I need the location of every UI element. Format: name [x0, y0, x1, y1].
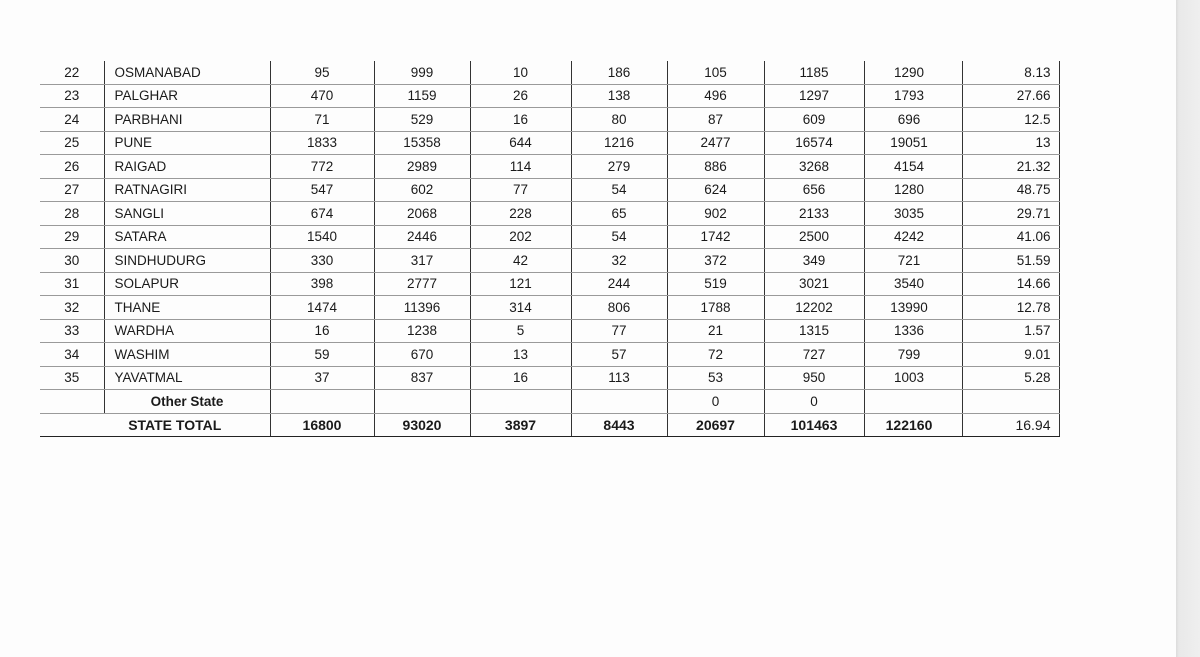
value-cell-3 [470, 390, 571, 414]
value-cell-1: 330 [270, 249, 374, 273]
value-cell-5: 2477 [667, 131, 764, 155]
total-cell: 1280 [864, 178, 962, 202]
district-name-cell: PALGHAR [104, 84, 270, 108]
value-cell-6: 2500 [764, 225, 864, 249]
value-cell-3: 26 [470, 84, 571, 108]
ratio-cell: 51.59 [962, 249, 1059, 273]
value-cell-4: 1216 [571, 131, 667, 155]
value-cell-2: 602 [374, 178, 470, 202]
value-cell-6: 1185 [764, 61, 864, 84]
ratio-cell: 13 [962, 131, 1059, 155]
value-cell-3: 121 [470, 272, 571, 296]
value-cell-1: 59 [270, 343, 374, 367]
value-cell-6: 0 [764, 390, 864, 414]
value-cell-4 [571, 390, 667, 414]
district-name-cell: SANGLI [104, 202, 270, 226]
value-cell-3: 314 [470, 296, 571, 320]
serial-number-cell: 22 [40, 61, 104, 84]
page-edge-shadow [1176, 0, 1200, 657]
value-cell-3: 3897 [470, 413, 571, 437]
district-name-cell: OSMANABAD [104, 61, 270, 84]
ratio-cell [962, 390, 1059, 414]
table-row [40, 84, 1059, 108]
value-cell-4: 186 [571, 61, 667, 84]
serial-number-cell [40, 390, 104, 414]
ratio-cell: 48.75 [962, 178, 1059, 202]
value-cell-2: 2989 [374, 155, 470, 179]
ratio-cell: 1.57 [962, 319, 1059, 343]
value-cell-6: 727 [764, 343, 864, 367]
district-name-cell: WARDHA [104, 319, 270, 343]
value-cell-1: 95 [270, 61, 374, 84]
value-cell-2: 837 [374, 366, 470, 390]
value-cell-3: 16 [470, 108, 571, 132]
value-cell-3: 114 [470, 155, 571, 179]
total-cell [864, 390, 962, 414]
value-cell-5: 624 [667, 178, 764, 202]
table-row [40, 202, 1059, 226]
value-cell-6: 12202 [764, 296, 864, 320]
ratio-cell: 29.71 [962, 202, 1059, 226]
district-name-cell: RAIGAD [104, 155, 270, 179]
value-cell-4: 138 [571, 84, 667, 108]
value-cell-6: 1315 [764, 319, 864, 343]
table-row [40, 108, 1059, 132]
serial-number-cell: 30 [40, 249, 104, 273]
value-cell-3: 16 [470, 366, 571, 390]
table-row [40, 249, 1059, 273]
value-cell-1: 16800 [270, 413, 374, 437]
value-cell-1: 71 [270, 108, 374, 132]
total-cell: 1793 [864, 84, 962, 108]
table-row [40, 296, 1059, 320]
value-cell-1: 37 [270, 366, 374, 390]
value-cell-4: 54 [571, 178, 667, 202]
value-cell-2: 1238 [374, 319, 470, 343]
value-cell-3: 202 [470, 225, 571, 249]
value-cell-2: 93020 [374, 413, 470, 437]
value-cell-2: 999 [374, 61, 470, 84]
value-cell-2: 15358 [374, 131, 470, 155]
value-cell-5: 87 [667, 108, 764, 132]
value-cell-1: 674 [270, 202, 374, 226]
state-total-label: STATE TOTAL [40, 413, 270, 437]
total-cell: 696 [864, 108, 962, 132]
table-row [40, 131, 1059, 155]
total-cell: 1003 [864, 366, 962, 390]
value-cell-5: 372 [667, 249, 764, 273]
value-cell-3: 42 [470, 249, 571, 273]
total-cell: 799 [864, 343, 962, 367]
table-row [40, 319, 1059, 343]
value-cell-5: 886 [667, 155, 764, 179]
table-row [40, 61, 1059, 84]
value-cell-5: 1742 [667, 225, 764, 249]
value-cell-3: 5 [470, 319, 571, 343]
value-cell-6: 101463 [764, 413, 864, 437]
serial-number-cell: 24 [40, 108, 104, 132]
value-cell-2: 1159 [374, 84, 470, 108]
district-name-cell: PARBHANI [104, 108, 270, 132]
value-cell-5: 53 [667, 366, 764, 390]
total-cell: 122160 [864, 413, 962, 437]
value-cell-3: 77 [470, 178, 571, 202]
value-cell-5: 72 [667, 343, 764, 367]
total-cell: 4242 [864, 225, 962, 249]
value-cell-1: 470 [270, 84, 374, 108]
value-cell-2: 317 [374, 249, 470, 273]
total-cell: 721 [864, 249, 962, 273]
total-cell: 19051 [864, 131, 962, 155]
value-cell-2: 2068 [374, 202, 470, 226]
value-cell-4: 8443 [571, 413, 667, 437]
total-cell: 1336 [864, 319, 962, 343]
value-cell-2: 529 [374, 108, 470, 132]
value-cell-5: 21 [667, 319, 764, 343]
serial-number-cell: 32 [40, 296, 104, 320]
table-row [40, 343, 1059, 367]
value-cell-5: 0 [667, 390, 764, 414]
value-cell-4: 279 [571, 155, 667, 179]
ratio-cell: 27.66 [962, 84, 1059, 108]
ratio-cell: 21.32 [962, 155, 1059, 179]
value-cell-2: 670 [374, 343, 470, 367]
district-name-cell: RATNAGIRI [104, 178, 270, 202]
value-cell-4: 80 [571, 108, 667, 132]
table-row [40, 155, 1059, 179]
district-name-cell: SATARA [104, 225, 270, 249]
ratio-cell: 41.06 [962, 225, 1059, 249]
value-cell-6: 3268 [764, 155, 864, 179]
value-cell-1: 398 [270, 272, 374, 296]
serial-number-cell: 29 [40, 225, 104, 249]
serial-number-cell: 27 [40, 178, 104, 202]
value-cell-4: 32 [571, 249, 667, 273]
total-cell: 1290 [864, 61, 962, 84]
value-cell-4: 65 [571, 202, 667, 226]
value-cell-2: 2446 [374, 225, 470, 249]
total-cell: 3540 [864, 272, 962, 296]
serial-number-cell: 26 [40, 155, 104, 179]
value-cell-6: 950 [764, 366, 864, 390]
value-cell-6: 16574 [764, 131, 864, 155]
value-cell-1: 1540 [270, 225, 374, 249]
value-cell-1: 16 [270, 319, 374, 343]
value-cell-6: 656 [764, 178, 864, 202]
value-cell-3: 228 [470, 202, 571, 226]
value-cell-5: 105 [667, 61, 764, 84]
table-body [40, 61, 1059, 437]
table-row [40, 178, 1059, 202]
value-cell-4: 244 [571, 272, 667, 296]
serial-number-cell: 33 [40, 319, 104, 343]
district-name-cell: THANE [104, 296, 270, 320]
value-cell-5: 519 [667, 272, 764, 296]
value-cell-6: 349 [764, 249, 864, 273]
total-cell: 4154 [864, 155, 962, 179]
value-cell-6: 2133 [764, 202, 864, 226]
total-cell: 13990 [864, 296, 962, 320]
value-cell-3: 644 [470, 131, 571, 155]
total-cell: 3035 [864, 202, 962, 226]
ratio-cell: 12.78 [962, 296, 1059, 320]
value-cell-4: 54 [571, 225, 667, 249]
ratio-cell: 5.28 [962, 366, 1059, 390]
value-cell-6: 1297 [764, 84, 864, 108]
serial-number-cell: 23 [40, 84, 104, 108]
serial-number-cell: 28 [40, 202, 104, 226]
value-cell-2 [374, 390, 470, 414]
district-name-cell: PUNE [104, 131, 270, 155]
value-cell-1 [270, 390, 374, 414]
value-cell-5: 496 [667, 84, 764, 108]
value-cell-2: 2777 [374, 272, 470, 296]
district-name-cell: WASHIM [104, 343, 270, 367]
value-cell-6: 3021 [764, 272, 864, 296]
table-row [40, 225, 1059, 249]
serial-number-cell: 35 [40, 366, 104, 390]
value-cell-5: 20697 [667, 413, 764, 437]
value-cell-4: 113 [571, 366, 667, 390]
serial-number-cell: 34 [40, 343, 104, 367]
ratio-cell: 14.66 [962, 272, 1059, 296]
other-state-row [40, 390, 1059, 414]
district-data-table [40, 61, 1060, 437]
value-cell-3: 10 [470, 61, 571, 84]
value-cell-6: 609 [764, 108, 864, 132]
value-cell-4: 57 [571, 343, 667, 367]
value-cell-5: 902 [667, 202, 764, 226]
value-cell-3: 13 [470, 343, 571, 367]
ratio-cell: 16.94 [962, 413, 1059, 437]
serial-number-cell: 31 [40, 272, 104, 296]
value-cell-4: 77 [571, 319, 667, 343]
district-name-cell: SINDHUDURG [104, 249, 270, 273]
ratio-cell: 12.5 [962, 108, 1059, 132]
value-cell-1: 1474 [270, 296, 374, 320]
value-cell-4: 806 [571, 296, 667, 320]
table-row [40, 272, 1059, 296]
table-row [40, 366, 1059, 390]
district-name-cell: YAVATMAL [104, 366, 270, 390]
value-cell-2: 11396 [374, 296, 470, 320]
ratio-cell: 8.13 [962, 61, 1059, 84]
serial-number-cell: 25 [40, 131, 104, 155]
other-state-label: Other State [104, 390, 270, 414]
ratio-cell: 9.01 [962, 343, 1059, 367]
value-cell-5: 1788 [667, 296, 764, 320]
state-total-row [40, 413, 1059, 437]
value-cell-1: 547 [270, 178, 374, 202]
value-cell-1: 1833 [270, 131, 374, 155]
value-cell-1: 772 [270, 155, 374, 179]
district-name-cell: SOLAPUR [104, 272, 270, 296]
